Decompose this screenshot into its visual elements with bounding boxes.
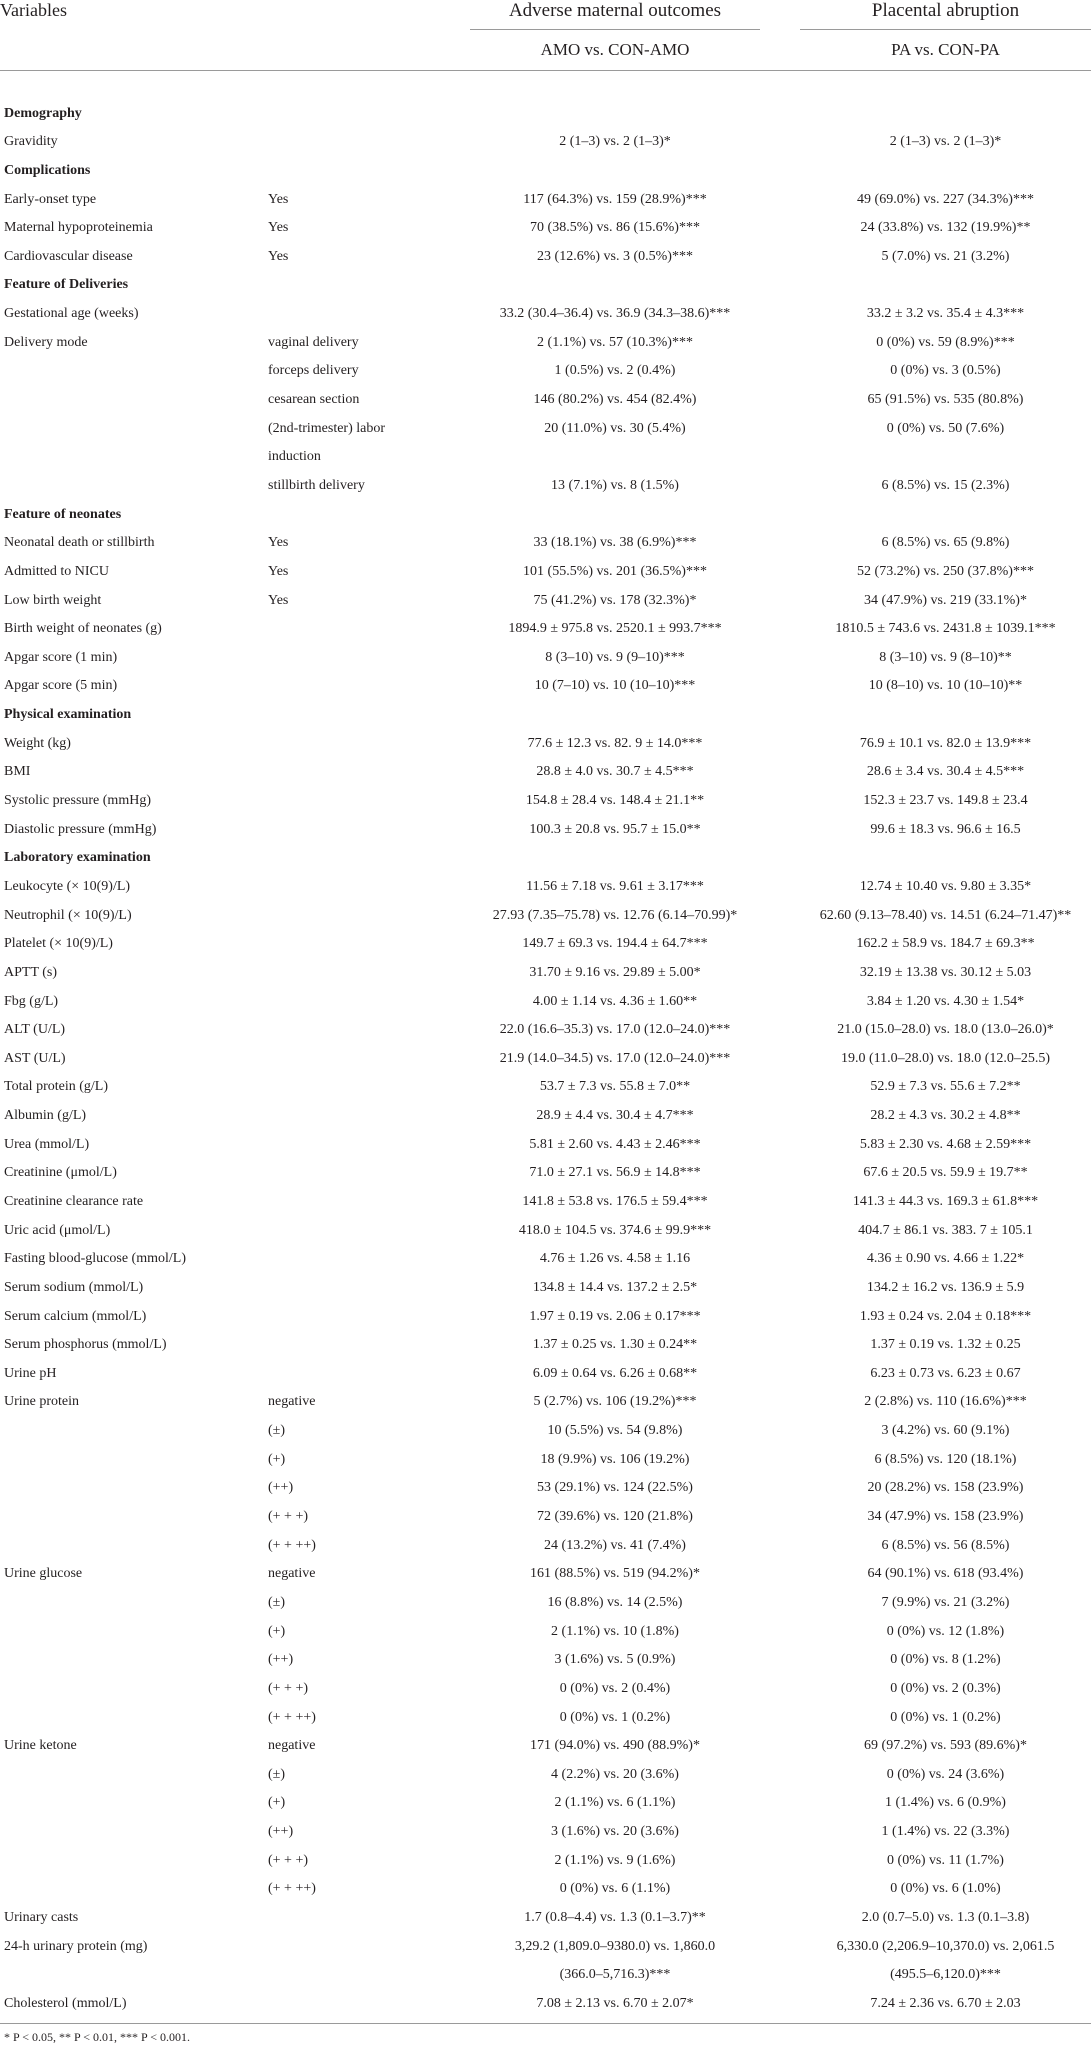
row-pa-value: 62.60 (9.13–78.40) vs. 14.51 (6.24–71.47)** bbox=[819, 907, 1072, 923]
row-pa-value: 134.2 ± 16.2 vs. 136.9 ± 5.9 bbox=[866, 1279, 1025, 1295]
row-pa-value: 1.93 ± 0.24 vs. 2.04 ± 0.18*** bbox=[859, 1308, 1032, 1324]
row-pa-value: 3 (4.2%) vs. 60 (9.1%) bbox=[881, 1423, 1010, 1439]
table-row bbox=[0, 1847, 1091, 1876]
table-row bbox=[0, 959, 1091, 988]
row-variable: Platelet (× 10(9)/L) bbox=[4, 936, 113, 952]
row-amo-value: 4.76 ± 1.26 vs. 4.58 ± 1.16 bbox=[539, 1251, 691, 1267]
row-variable: Feature of neonates bbox=[4, 506, 122, 522]
row-variable: Maternal hypoproteinemia bbox=[4, 220, 153, 236]
row-amo-value: 11.56 ± 7.18 vs. 9.61 ± 3.17*** bbox=[526, 878, 704, 894]
row-category: induction bbox=[268, 449, 321, 465]
table-row bbox=[0, 758, 1091, 787]
row-pa-value: 67.6 ± 20.5 vs. 59.9 ± 19.7** bbox=[863, 1165, 1028, 1181]
table-row bbox=[0, 1188, 1091, 1217]
row-category: forceps delivery bbox=[268, 363, 359, 379]
row-variable: Urea (mmol/L) bbox=[4, 1136, 90, 1152]
row-variable: Serum calcium (mmol/L) bbox=[4, 1308, 147, 1324]
table-row bbox=[0, 1388, 1091, 1417]
row-variable: ALT (U/L) bbox=[4, 1022, 66, 1038]
table-row bbox=[0, 157, 1091, 186]
row-amo-value: 146 (80.2%) vs. 454 (82.4%) bbox=[533, 392, 697, 408]
table-row bbox=[0, 844, 1091, 873]
table-row bbox=[0, 214, 1091, 243]
row-category: stillbirth delivery bbox=[268, 477, 365, 493]
row-amo-value: 4.00 ± 1.14 vs. 4.36 ± 1.60** bbox=[532, 993, 698, 1009]
row-amo-value: 418.0 ± 104.5 vs. 374.6 ± 99.9*** bbox=[518, 1222, 712, 1238]
table-row bbox=[0, 1503, 1091, 1532]
row-variable: Urine glucose bbox=[4, 1566, 83, 1582]
row-variable: Low birth weight bbox=[4, 592, 102, 608]
row-variable: Demography bbox=[4, 105, 82, 121]
row-amo-value: 16 (8.8%) vs. 14 (2.5%) bbox=[547, 1594, 683, 1610]
table-row bbox=[0, 988, 1091, 1017]
table-row bbox=[0, 443, 1091, 472]
row-pa-value: (495.5–6,120.0)*** bbox=[890, 1967, 1001, 1983]
row-amo-value: 2 (1.1%) vs. 10 (1.8%) bbox=[551, 1623, 679, 1639]
row-pa-value: 6.23 ± 0.73 vs. 6.23 ± 0.67 bbox=[870, 1365, 1021, 1381]
row-amo-value: 3 (1.6%) vs. 5 (0.9%) bbox=[554, 1652, 676, 1668]
row-variable: Fbg (g/L) bbox=[4, 993, 59, 1009]
row-pa-value: 6 (8.5%) vs. 15 (2.3%) bbox=[881, 477, 1010, 493]
row-amo-value: 71.0 ± 27.1 vs. 56.9 ± 14.8*** bbox=[529, 1165, 701, 1181]
row-variable: Laboratory examination bbox=[4, 850, 151, 866]
table-row bbox=[0, 1761, 1091, 1790]
header-group-placental-abruption: Placental abruption bbox=[871, 0, 1020, 21]
header-sub-pa: PA vs. CON-PA bbox=[891, 40, 1000, 59]
row-variable: Physical examination bbox=[4, 707, 132, 723]
table-row bbox=[0, 271, 1091, 300]
row-variable: Diastolic pressure (mmHg) bbox=[4, 821, 157, 837]
row-pa-value: 0 (0%) vs. 24 (3.6%) bbox=[886, 1766, 1005, 1782]
table-row bbox=[0, 1589, 1091, 1618]
row-variable: Serum sodium (mmol/L) bbox=[4, 1279, 144, 1295]
row-pa-value: 7 (9.9%) vs. 21 (3.2%) bbox=[881, 1594, 1010, 1610]
table-row bbox=[0, 1217, 1091, 1246]
table-row bbox=[0, 1360, 1091, 1389]
row-amo-value: 33 (18.1%) vs. 38 (6.9%)*** bbox=[533, 535, 697, 551]
table-row bbox=[0, 128, 1091, 157]
table-row bbox=[0, 386, 1091, 415]
row-pa-value: 10 (8–10) vs. 10 (10–10)** bbox=[868, 678, 1023, 694]
row-pa-value: 65 (91.5%) vs. 535 (80.8%) bbox=[867, 392, 1024, 408]
header-group-adverse-maternal-outcomes: Adverse maternal outcomes bbox=[508, 0, 722, 21]
row-amo-value: 1.97 ± 0.19 vs. 2.06 ± 0.17*** bbox=[529, 1308, 701, 1324]
row-pa-value: 99.6 ± 18.3 vs. 96.6 ± 16.5 bbox=[870, 821, 1021, 837]
row-pa-value: 5 (7.0%) vs. 21 (3.2%) bbox=[881, 248, 1010, 264]
row-amo-value: 3,29.2 (1,809.0–9380.0) vs. 1,860.0 bbox=[514, 1938, 716, 1954]
row-variable: Birth weight of neonates (g) bbox=[4, 621, 162, 637]
row-amo-value: 100.3 ± 20.8 vs. 95.7 ± 15.0** bbox=[529, 821, 701, 837]
row-variable: Fasting blood-glucose (mmol/L) bbox=[4, 1251, 186, 1267]
table-row bbox=[0, 701, 1091, 730]
row-amo-value: 75 (41.2%) vs. 178 (32.3%)* bbox=[533, 592, 697, 608]
row-variable: Creatinine clearance rate bbox=[4, 1193, 144, 1209]
row-category: (+ + +) bbox=[268, 1852, 309, 1868]
row-variable: Leukocyte (× 10(9)/L) bbox=[4, 878, 131, 894]
row-pa-value: 34 (47.9%) vs. 219 (33.1%)* bbox=[864, 592, 1027, 608]
table-row bbox=[0, 1532, 1091, 1561]
row-amo-value: 53.7 ± 7.3 vs. 55.8 ± 7.0** bbox=[539, 1079, 691, 1095]
row-amo-value: 4 (2.2%) vs. 20 (3.6%) bbox=[551, 1766, 679, 1782]
table-row bbox=[0, 1245, 1091, 1274]
row-pa-value: 28.6 ± 3.4 vs. 30.4 ± 4.5*** bbox=[866, 764, 1025, 780]
row-pa-value: 404.7 ± 86.1 vs. 383. 7 ± 105.1 bbox=[858, 1222, 1033, 1238]
row-category: vaginal delivery bbox=[268, 334, 359, 350]
row-category: negative bbox=[268, 1738, 316, 1754]
row-amo-value: 0 (0%) vs. 1 (0.2%) bbox=[559, 1709, 671, 1725]
row-amo-value: 5 (2.7%) vs. 106 (19.2%)*** bbox=[533, 1394, 697, 1410]
table-row bbox=[0, 816, 1091, 845]
row-category: (++) bbox=[268, 1652, 294, 1668]
table-row bbox=[0, 1045, 1091, 1074]
header-rule-1 bbox=[470, 29, 760, 30]
table-body bbox=[0, 71, 1091, 2019]
row-amo-value: 21.9 (14.0–34.5) vs. 17.0 (12.0–24.0)*** bbox=[499, 1050, 731, 1066]
row-pa-value: 1.37 ± 0.19 vs. 1.32 ± 0.25 bbox=[870, 1337, 1021, 1353]
row-category: cesarean section bbox=[268, 392, 360, 408]
row-category: negative bbox=[268, 1394, 316, 1410]
row-pa-value: 5.83 ± 2.30 vs. 4.68 ± 2.59*** bbox=[859, 1136, 1032, 1152]
table-row bbox=[0, 100, 1091, 129]
row-category: negative bbox=[268, 1566, 316, 1582]
row-pa-value: 24 (33.8%) vs. 132 (19.9%)** bbox=[860, 220, 1031, 236]
row-variable: BMI bbox=[4, 764, 31, 780]
row-amo-value: 33.2 (30.4–36.4) vs. 36.9 (34.3–38.6)*** bbox=[499, 306, 731, 322]
row-variable: Systolic pressure (mmHg) bbox=[4, 793, 151, 809]
row-variable: Gravidity bbox=[4, 134, 58, 150]
row-category: (+ + ++) bbox=[268, 1881, 316, 1897]
table-row bbox=[0, 1646, 1091, 1675]
row-variable: Neutrophil (× 10(9)/L) bbox=[4, 907, 132, 923]
row-category: Yes bbox=[268, 535, 289, 551]
row-pa-value: 2 (1–3) vs. 2 (1–3)* bbox=[889, 134, 1002, 150]
row-pa-value: 152.3 ± 23.7 vs. 149.8 ± 23.4 bbox=[863, 793, 1028, 809]
row-pa-value: 0 (0%) vs. 2 (0.3%) bbox=[890, 1680, 1001, 1696]
row-amo-value: 117 (64.3%) vs. 159 (28.9%)*** bbox=[523, 191, 707, 207]
row-amo-value: (366.0–5,716.3)*** bbox=[559, 1967, 671, 1983]
row-variable: 24-h urinary protein (mg) bbox=[4, 1938, 148, 1954]
table-row bbox=[0, 1131, 1091, 1160]
row-pa-value: 6 (8.5%) vs. 120 (18.1%) bbox=[874, 1451, 1017, 1467]
table-row bbox=[0, 529, 1091, 558]
table-row bbox=[0, 873, 1091, 902]
row-pa-value: 33.2 ± 3.2 vs. 35.4 ± 4.3*** bbox=[866, 306, 1025, 322]
row-amo-value: 13 (7.1%) vs. 8 (1.5%) bbox=[551, 477, 679, 493]
row-pa-value: 20 (28.2%) vs. 158 (23.9%) bbox=[867, 1480, 1024, 1496]
table-row bbox=[0, 558, 1091, 587]
row-pa-value: 6 (8.5%) vs. 65 (9.8%) bbox=[881, 535, 1010, 551]
row-amo-value: 0 (0%) vs. 2 (0.4%) bbox=[559, 1680, 671, 1696]
row-category: (+ + +) bbox=[268, 1680, 309, 1696]
row-pa-value: 28.2 ± 4.3 vs. 30.2 ± 4.8** bbox=[870, 1108, 1021, 1124]
row-category: (+ + ++) bbox=[268, 1709, 316, 1725]
row-amo-value: 141.8 ± 53.8 vs. 176.5 ± 59.4*** bbox=[522, 1193, 708, 1209]
row-pa-value: 0 (0%) vs. 8 (1.2%) bbox=[890, 1652, 1001, 1668]
row-amo-value: 2 (1.1%) vs. 6 (1.1%) bbox=[554, 1795, 676, 1811]
row-pa-value: 162.2 ± 58.9 vs. 184.7 ± 69.3** bbox=[856, 936, 1035, 952]
row-amo-value: 1 (0.5%) vs. 2 (0.4%) bbox=[554, 363, 676, 379]
row-category: (+ + +) bbox=[268, 1509, 309, 1525]
row-amo-value: 5.81 ± 2.60 vs. 4.43 ± 2.46*** bbox=[529, 1136, 701, 1152]
row-pa-value: 0 (0%) vs. 3 (0.5%) bbox=[890, 363, 1001, 379]
row-category: (2nd-trimester) labor bbox=[268, 420, 386, 436]
table-row bbox=[0, 300, 1091, 329]
row-amo-value: 171 (94.0%) vs. 490 (88.9%)* bbox=[530, 1738, 700, 1754]
row-pa-value: 52.9 ± 7.3 vs. 55.6 ± 7.2** bbox=[870, 1079, 1021, 1095]
table-row bbox=[0, 1704, 1091, 1733]
row-amo-value: 154.8 ± 28.4 vs. 148.4 ± 21.1** bbox=[525, 793, 705, 809]
row-variable: Cholesterol (mmol/L) bbox=[4, 1995, 127, 2011]
table-row bbox=[0, 243, 1091, 272]
row-amo-value: 101 (55.5%) vs. 201 (36.5%)*** bbox=[523, 563, 707, 579]
row-variable: Gestational age (weeks) bbox=[4, 306, 139, 322]
row-amo-value: 70 (38.5%) vs. 86 (15.6%)*** bbox=[530, 220, 700, 236]
row-amo-value: 3 (1.6%) vs. 20 (3.6%) bbox=[551, 1824, 679, 1840]
row-pa-value: 49 (69.0%) vs. 227 (34.3%)*** bbox=[857, 191, 1034, 207]
table-row bbox=[0, 1446, 1091, 1475]
table-row bbox=[0, 1274, 1091, 1303]
row-variable: Apgar score (5 min) bbox=[4, 678, 118, 694]
row-pa-value: 1 (1.4%) vs. 22 (3.3%) bbox=[881, 1824, 1010, 1840]
row-category: (±) bbox=[268, 1594, 286, 1610]
row-amo-value: 10 (5.5%) vs. 54 (9.8%) bbox=[547, 1423, 683, 1439]
row-category: (+) bbox=[268, 1795, 286, 1811]
row-category: (+) bbox=[268, 1623, 286, 1639]
row-pa-value: 2 (2.8%) vs. 110 (16.6%)*** bbox=[864, 1394, 1027, 1410]
table-row bbox=[0, 1675, 1091, 1704]
row-variable: Total protein (g/L) bbox=[4, 1079, 108, 1095]
row-variable: Uric acid (μmol/L) bbox=[4, 1222, 111, 1238]
table-row bbox=[0, 1417, 1091, 1446]
row-category: Yes bbox=[268, 248, 289, 264]
row-variable: Serum phosphorus (mmol/L) bbox=[4, 1337, 167, 1353]
header-variables: Variables bbox=[0, 0, 67, 20]
row-pa-value: 6 (8.5%) vs. 56 (8.5%) bbox=[881, 1537, 1010, 1553]
row-amo-value: 0 (0%) vs. 6 (1.1%) bbox=[559, 1881, 671, 1897]
row-pa-value: 0 (0%) vs. 1 (0.2%) bbox=[890, 1709, 1001, 1725]
row-category: (+) bbox=[268, 1451, 286, 1467]
row-variable: Urine pH bbox=[4, 1365, 57, 1381]
row-amo-value: 22.0 (16.6–35.3) vs. 17.0 (12.0–24.0)*** bbox=[499, 1022, 731, 1038]
row-amo-value: 24 (13.2%) vs. 41 (7.4%) bbox=[544, 1537, 686, 1553]
row-pa-value: 0 (0%) vs. 11 (1.7%) bbox=[887, 1852, 1004, 1868]
row-variable: Delivery mode bbox=[4, 334, 88, 350]
row-variable: Feature of Deliveries bbox=[4, 277, 129, 293]
footnote: * P < 0.05, ** P < 0.01, *** P < 0.001. bbox=[4, 2029, 190, 2044]
row-pa-value: 4.36 ± 0.90 vs. 4.66 ± 1.22* bbox=[866, 1251, 1025, 1267]
table-row bbox=[0, 615, 1091, 644]
row-amo-value: 1.7 (0.8–4.4) vs. 1.3 (0.1–3.7)** bbox=[524, 1910, 706, 1925]
table-row bbox=[0, 1618, 1091, 1647]
row-pa-value: 0 (0%) vs. 12 (1.8%) bbox=[886, 1623, 1005, 1639]
row-amo-value: 53 (29.1%) vs. 124 (22.5%) bbox=[537, 1480, 693, 1496]
table-row bbox=[0, 1016, 1091, 1045]
table-header bbox=[0, 0, 1091, 71]
row-variable: Complications bbox=[4, 162, 91, 178]
row-pa-value: 1 (1.4%) vs. 6 (0.9%) bbox=[885, 1795, 1006, 1811]
row-category: Yes bbox=[268, 191, 289, 207]
row-amo-value: 20 (11.0%) vs. 30 (5.4%) bbox=[544, 420, 686, 436]
row-pa-value: 52 (73.2%) vs. 250 (37.8%)*** bbox=[857, 563, 1034, 579]
row-category: (++) bbox=[268, 1480, 294, 1496]
row-variable: Early-onset type bbox=[4, 191, 97, 207]
row-amo-value: 2 (1.1%) vs. 9 (1.6%) bbox=[554, 1852, 676, 1868]
row-pa-value: 69 (97.2%) vs. 593 (89.6%)* bbox=[864, 1738, 1027, 1754]
table-row bbox=[0, 1789, 1091, 1818]
table-row bbox=[0, 930, 1091, 959]
table-row bbox=[0, 1331, 1091, 1360]
row-amo-value: 2 (1.1%) vs. 57 (10.3%)*** bbox=[537, 334, 693, 350]
table-row bbox=[0, 1904, 1091, 1933]
row-amo-value: 28.9 ± 4.4 vs. 30.4 ± 4.7*** bbox=[536, 1108, 694, 1124]
row-amo-value: 77.6 ± 12.3 vs. 82. 9 ± 14.0*** bbox=[527, 735, 703, 751]
row-pa-value: 76.9 ± 10.1 vs. 82.0 ± 13.9*** bbox=[859, 735, 1032, 751]
row-amo-value: 10 (7–10) vs. 10 (10–10)*** bbox=[534, 678, 696, 694]
table-row bbox=[0, 672, 1091, 701]
row-amo-value: 149.7 ± 69.3 vs. 194.4 ± 64.7*** bbox=[522, 936, 708, 952]
row-pa-value: 141.3 ± 44.3 vs. 169.3 ± 61.8*** bbox=[852, 1193, 1039, 1209]
table-row bbox=[0, 587, 1091, 616]
row-category: (±) bbox=[268, 1423, 286, 1439]
table-row bbox=[0, 1159, 1091, 1188]
row-pa-value: 2.0 (0.7–5.0) vs. 1.3 (0.1–3.8) bbox=[861, 1910, 1030, 1925]
row-variable: APTT (s) bbox=[4, 964, 58, 980]
table-row bbox=[0, 1961, 1091, 1990]
table-row bbox=[0, 501, 1091, 530]
table-row bbox=[0, 357, 1091, 386]
row-amo-value: 23 (12.6%) vs. 3 (0.5%)*** bbox=[537, 248, 693, 264]
row-pa-value: 0 (0%) vs. 59 (8.9%)*** bbox=[876, 334, 1015, 350]
row-category: Yes bbox=[268, 592, 289, 608]
table-row bbox=[0, 787, 1091, 816]
row-amo-value: 1.37 ± 0.25 vs. 1.30 ± 0.24** bbox=[532, 1337, 698, 1353]
table-row bbox=[0, 1073, 1091, 1102]
row-amo-value: 1894.9 ± 975.8 vs. 2520.1 ± 993.7*** bbox=[508, 621, 722, 637]
row-variable: Urine ketone bbox=[4, 1738, 77, 1754]
table-row bbox=[0, 1732, 1091, 1761]
row-pa-value: 32.19 ± 13.38 vs. 30.12 ± 5.03 bbox=[859, 964, 1032, 980]
table-row bbox=[0, 71, 1091, 100]
row-amo-value: 27.93 (7.35–75.78) vs. 12.76 (6.14–70.99)* bbox=[492, 907, 738, 923]
row-variable: AST (U/L) bbox=[4, 1050, 66, 1066]
row-category: Yes bbox=[268, 220, 289, 236]
row-variable: Admitted to NICU bbox=[4, 563, 109, 579]
header-rule-2 bbox=[800, 29, 1091, 30]
table-row bbox=[0, 415, 1091, 444]
row-pa-value: 19.0 (11.0–28.0) vs. 18.0 (12.0–25.5) bbox=[840, 1050, 1051, 1066]
table-row bbox=[0, 472, 1091, 501]
row-amo-value: 6.09 ± 0.64 vs. 6.26 ± 0.68** bbox=[532, 1365, 698, 1381]
row-category: (++) bbox=[268, 1824, 294, 1840]
row-variable: Albumin (g/L) bbox=[4, 1108, 87, 1124]
row-pa-value: 8 (3–10) vs. 9 (8–10)** bbox=[879, 649, 1012, 665]
row-pa-value: 6,330.0 (2,206.9–10,370.0) vs. 2,061.5 bbox=[836, 1938, 1055, 1954]
row-pa-value: 21.0 (15.0–28.0) vs. 18.0 (13.0–26.0)* bbox=[837, 1022, 1054, 1038]
row-amo-value: 7.08 ± 2.13 vs. 6.70 ± 2.07* bbox=[536, 1995, 694, 2011]
table-row bbox=[0, 644, 1091, 673]
row-amo-value: 134.8 ± 14.4 vs. 137.2 ± 2.5* bbox=[532, 1279, 698, 1295]
row-amo-value: 18 (9.9%) vs. 106 (19.2%) bbox=[540, 1451, 690, 1467]
row-pa-value: 0 (0%) vs. 50 (7.6%) bbox=[886, 420, 1005, 436]
row-variable: Creatinine (μmol/L) bbox=[4, 1165, 117, 1181]
table-row bbox=[0, 186, 1091, 215]
row-variable: Urine protein bbox=[4, 1394, 80, 1410]
row-category: (+ + ++) bbox=[268, 1537, 316, 1553]
row-pa-value: 64 (90.1%) vs. 618 (93.4%) bbox=[867, 1566, 1024, 1582]
row-pa-value: 12.74 ± 10.40 vs. 9.80 ± 3.35* bbox=[859, 878, 1032, 894]
table-row bbox=[0, 1990, 1091, 2019]
row-pa-value: 3.84 ± 1.20 vs. 4.30 ± 1.54* bbox=[866, 993, 1025, 1009]
row-pa-value: 7.24 ± 2.36 vs. 6.70 ± 2.03 bbox=[870, 1995, 1021, 2011]
row-amo-value: 8 (3–10) vs. 9 (9–10)*** bbox=[545, 649, 685, 665]
row-amo-value: 31.70 ± 9.16 vs. 29.89 ± 5.00* bbox=[529, 964, 701, 980]
row-variable: Neonatal death or stillbirth bbox=[4, 535, 155, 551]
table-row bbox=[0, 1875, 1091, 1904]
row-amo-value: 2 (1–3) vs. 2 (1–3)* bbox=[559, 134, 671, 150]
row-pa-value: 0 (0%) vs. 6 (1.0%) bbox=[890, 1881, 1001, 1897]
row-amo-value: 161 (88.5%) vs. 519 (94.2%)* bbox=[530, 1566, 700, 1582]
row-variable: Urinary casts bbox=[4, 1910, 79, 1925]
row-amo-value: 28.8 ± 4.0 vs. 30.7 ± 4.5*** bbox=[536, 764, 694, 780]
table-row bbox=[0, 329, 1091, 358]
row-pa-value: 1810.5 ± 743.6 vs. 2431.8 ± 1039.1*** bbox=[835, 621, 1056, 637]
row-category: Yes bbox=[268, 563, 289, 579]
table-row bbox=[0, 1818, 1091, 1847]
row-variable: Apgar score (1 min) bbox=[4, 649, 118, 665]
table-row bbox=[0, 1474, 1091, 1503]
row-pa-value: 34 (47.9%) vs. 158 (23.9%) bbox=[867, 1509, 1024, 1525]
table-row bbox=[0, 1303, 1091, 1332]
table-row bbox=[0, 1933, 1091, 1962]
table-row bbox=[0, 730, 1091, 759]
row-category: (±) bbox=[268, 1766, 286, 1782]
row-variable: Weight (kg) bbox=[4, 735, 71, 751]
header-sub-amo: AMO vs. CON-AMO bbox=[540, 40, 690, 59]
row-variable: Cardiovascular disease bbox=[4, 248, 133, 264]
table-row bbox=[0, 1102, 1091, 1131]
table-row bbox=[0, 1560, 1091, 1589]
row-amo-value: 72 (39.6%) vs. 120 (21.8%) bbox=[537, 1509, 693, 1525]
table-row bbox=[0, 902, 1091, 931]
